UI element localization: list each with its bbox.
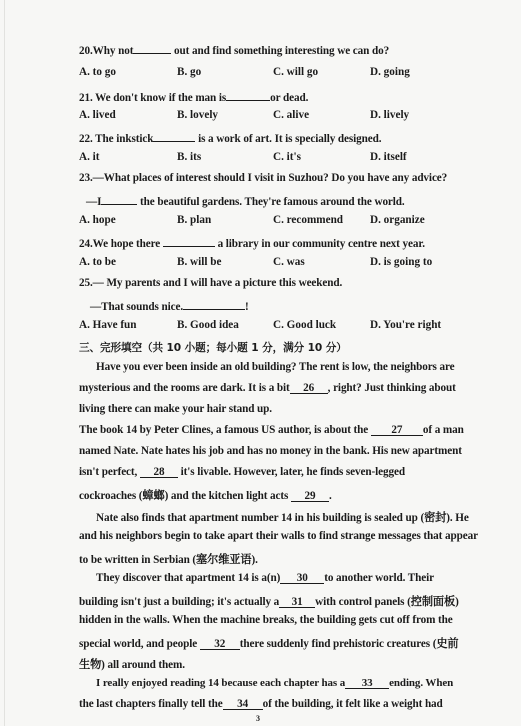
question-20-option-d[interactable]: D. going	[370, 66, 410, 78]
passage-text: to another world. Their	[324, 572, 435, 584]
section-heading: 三、完形填空（共 10 小题；每小题 1 分，满分 10 分）	[79, 342, 347, 354]
passage-text: They discover that apartment 14 is a(n)	[96, 572, 281, 584]
question-24-stem-end: a library in our community centre next year.	[217, 238, 425, 250]
cloze-blank-29[interactable]: 29	[291, 490, 329, 502]
question-23-option-c[interactable]: C. recommend	[273, 214, 344, 226]
question-24-option-b[interactable]: B. will be	[177, 256, 222, 268]
question-23-stem-start: —I	[86, 196, 102, 208]
question-21-option-b[interactable]: B. lovely	[177, 109, 219, 121]
question-23-stem-end: the beautiful gardens. They're famous around the world.	[140, 196, 405, 208]
passage-line-3: living there can make your hair stand up.	[79, 403, 272, 415]
passage-line-11	[96, 572, 434, 584]
passage-text: cockroaches (蟑螂) and the kitchen light acts	[79, 490, 289, 502]
question-21-blank[interactable]	[226, 89, 270, 101]
passage-line-4	[79, 424, 464, 436]
passage-line-2	[79, 382, 456, 394]
question-22-blank[interactable]	[153, 130, 195, 142]
passage-text: there suddenly find prehistoric creatures (史前	[239, 638, 459, 650]
passage-text: the last chapters finally tell the	[79, 698, 223, 710]
passage-line-15: 生物) all around them.	[79, 659, 185, 671]
question-20-option-b[interactable]: B. go	[177, 66, 202, 78]
page-edge-shadow	[4, 0, 5, 726]
question-22	[79, 130, 381, 145]
question-24-option-c[interactable]: C. was	[273, 256, 305, 268]
passage-line-12	[79, 593, 459, 609]
question-25-option-a[interactable]: A. Have fun	[79, 319, 137, 331]
question-20-option-a[interactable]: A. to go	[79, 66, 116, 78]
cloze-blank-33[interactable]: 33	[345, 677, 389, 689]
passage-text: isn't perfect,	[79, 466, 138, 478]
question-23-line-2	[86, 193, 405, 208]
question-23-line-1: 23.—What places of interest should I visit in Suzhou? Do you have any advice?	[79, 172, 448, 184]
question-25-stem-end: !	[245, 301, 249, 313]
passage-text: with control panels (控制面板)	[315, 596, 459, 608]
question-25-option-b[interactable]: B. Good idea	[177, 319, 239, 331]
question-22-stem-end: is a work of art. It is specially designed.	[198, 133, 382, 145]
question-21-option-a[interactable]: A. lived	[79, 109, 116, 121]
passage-line-14	[79, 635, 459, 651]
passage-text: The book 14 by Peter Clines, a famous US author, is about the	[79, 424, 369, 436]
passage-text: ending. When	[389, 677, 454, 689]
passage-line-9: and his neighbors begin to take apart their walls to find strange messages that appear	[79, 530, 478, 542]
question-21-option-c[interactable]: C. alive	[273, 109, 310, 121]
question-20-stem-start: 20.Why not	[79, 45, 134, 57]
question-21-stem-start: 21. We don't know if the man is	[79, 92, 227, 104]
passage-line-6	[79, 466, 405, 478]
question-25-line-1: 25.— My parents and I will have a picture this weekend.	[79, 277, 343, 289]
page-number: 3	[256, 714, 260, 723]
passage-line-8: Nate also finds that apartment number 14 in his building is sealed up (密封). He	[96, 512, 469, 524]
question-21-stem-end: or dead.	[270, 92, 309, 104]
cloze-blank-26[interactable]: 26	[290, 382, 328, 394]
cloze-blank-31[interactable]: 31	[279, 596, 315, 608]
question-20	[79, 42, 389, 57]
passage-text: of the building, it felt like a weight had	[262, 698, 443, 710]
passage-text: of a man	[422, 424, 464, 436]
question-24	[79, 235, 425, 250]
question-24-stem-start: 24.We hope there	[79, 238, 161, 250]
cloze-blank-32[interactable]: 32	[200, 638, 240, 650]
question-24-option-a[interactable]: A. to be	[79, 256, 116, 268]
question-25-blank[interactable]	[183, 298, 245, 310]
passage-line-17	[79, 698, 443, 710]
question-25-line-2	[90, 298, 249, 313]
question-23-option-a[interactable]: A. hope	[79, 214, 116, 226]
cloze-blank-28[interactable]: 28	[140, 466, 178, 478]
question-22-option-c[interactable]: C. it's	[273, 151, 301, 163]
passage-text: building isn't just a building; it's actually a	[79, 596, 280, 608]
passage-text: it's livable. However, later, he finds seven-legged	[180, 466, 405, 478]
question-23-option-b[interactable]: B. plan	[177, 214, 212, 226]
passage-line-16	[96, 677, 453, 689]
passage-text: .	[329, 490, 332, 502]
passage-text: , right? Just thinking about	[327, 382, 456, 394]
question-24-option-d[interactable]: D. is going to	[370, 256, 433, 268]
question-22-option-a[interactable]: A. it	[79, 151, 100, 163]
question-25-option-d[interactable]: D. You're right	[370, 319, 442, 331]
passage-text: special world, and people	[79, 638, 198, 650]
question-23-blank[interactable]	[101, 193, 137, 205]
question-21	[79, 89, 308, 104]
question-22-option-b[interactable]: B. its	[177, 151, 202, 163]
cloze-blank-27[interactable]: 27	[371, 424, 423, 436]
question-20-stem-end: out and find something interesting we can do?	[174, 45, 390, 57]
question-25-stem-start: —That sounds nice.	[90, 301, 184, 313]
question-25-option-c[interactable]: C. Good luck	[273, 319, 337, 331]
passage-line-7	[79, 487, 332, 503]
passage-line-10: to be written in Serbian (塞尔维亚语).	[79, 554, 258, 566]
passage-line-1: Have you ever been inside an old building? The rent is low, the neighbors are	[96, 361, 455, 373]
passage-line-13: hidden in the walls. When the machine breaks, the building gets cut off from the	[79, 614, 453, 626]
question-21-option-d[interactable]: D. lively	[370, 109, 410, 121]
cloze-blank-34[interactable]: 34	[223, 698, 263, 710]
question-23-option-d[interactable]: D. organize	[370, 214, 425, 226]
passage-line-5: named Nate. Nate hates his job and has no money in the bank. His new apartment	[79, 445, 462, 457]
cloze-blank-30[interactable]: 30	[280, 572, 324, 584]
question-20-blank[interactable]	[133, 42, 171, 54]
question-20-option-c[interactable]: C. will go	[273, 66, 319, 78]
passage-text: I really enjoyed reading 14 because each chapter has a	[96, 677, 346, 689]
question-22-option-d[interactable]: D. itself	[370, 151, 407, 163]
question-22-stem-start: 22. The inkstick	[79, 133, 154, 145]
question-24-blank[interactable]	[163, 235, 215, 247]
passage-text: mysterious and the rooms are dark. It is a bit	[79, 382, 290, 394]
